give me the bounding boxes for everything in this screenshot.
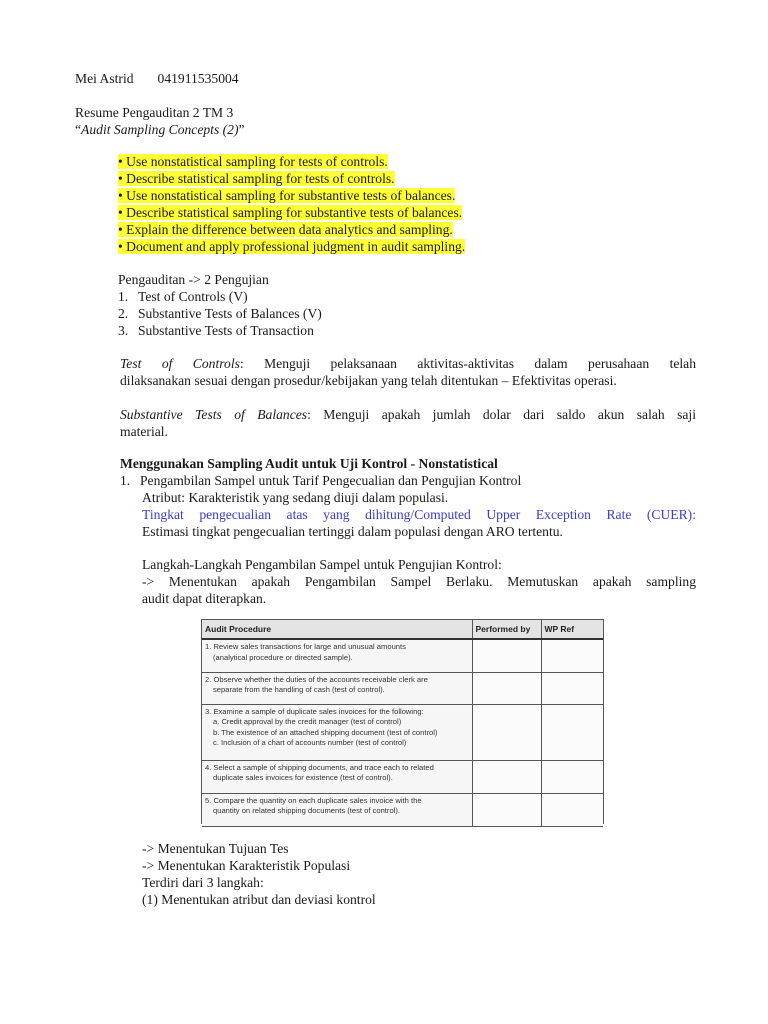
stb-term: Substantive Tests of Balances	[120, 407, 308, 422]
objective-item: • Document and apply professional judgment in audit sampling.	[118, 239, 466, 254]
procedure-cell: 1. Review sales transactions for large and unusual amounts (analytical procedure or directed sample).	[202, 639, 472, 672]
step1-line1: -> Menentukan apakah Pengambilan Sampel Berlaku. Memutuskan apakah sampling	[142, 574, 696, 589]
stb-definition-line2: material.	[120, 424, 168, 439]
table-row	[202, 793, 603, 826]
performed-by-cell	[472, 639, 541, 672]
performed-by-cell	[472, 672, 541, 704]
doc-title: Resume Pengauditan 2 TM 3	[75, 105, 234, 120]
list-item: 3. Substantive Tests of Transaction	[118, 323, 314, 338]
procedure-cell: 5. Compare the quantity on each duplicate sales invoice with the quantity on related shipping documents (test of control).	[202, 793, 472, 826]
stb-definition-line1: Substantive Tests of Balances: Menguji apakah jumlah dolar dari saldo akun salah saji	[120, 407, 696, 422]
cuer-line: Tingkat pengecualian atas yang dihitung/Computed Upper Exception Rate (CUER):	[142, 507, 696, 522]
step-line: (1) Menentukan atribut dan deviasi kontrol	[142, 892, 376, 907]
table-row	[202, 672, 603, 704]
toc-definition-line1: Test of Controls: Menguji pelaksanaan aktivitas-aktivitas dalam perusahaan telah	[120, 356, 696, 371]
table-row	[202, 760, 603, 793]
author-line	[75, 70, 239, 87]
procedure-cell: 3. Examine a sample of duplicate sales invoices for the following: a. Credit approval by the credit manager (test of control) b. The existence of an attached shipping document (test of control) c. Inclusion of a chart of accounts number (test of control)	[202, 704, 472, 760]
list-item: 1. Test of Controls (V)	[118, 289, 248, 304]
wp-ref-cell	[541, 672, 603, 704]
procedure-cell: 4. Select a sample of shipping documents, and trace each to related duplicate sales invoices for existence (test of control).	[202, 760, 472, 793]
performed-by-cell	[472, 793, 541, 826]
section-item: 1. Pengambilan Sampel untuk Tarif Pengecualian dan Pengujian Kontrol	[120, 473, 522, 488]
objective-item: • Describe statistical sampling for tests of controls.	[118, 171, 395, 186]
objective-item: • Explain the difference between data analytics and sampling.	[118, 222, 453, 237]
list-item: 2. Substantive Tests of Balances (V)	[118, 306, 322, 321]
section-heading: Menggunakan Sampling Audit untuk Uji Kontrol - Nonstatistical	[120, 456, 498, 471]
atribut-line: Atribut: Karakteristik yang sedang diuji dalam populasi.	[142, 490, 449, 505]
estimasi-line: Estimasi tingkat pengecualian tertinggi dalam populasi dengan ARO tertentu.	[142, 524, 563, 539]
procedure-cell: 2. Observe whether the duties of the accounts receivable clerk are separate from the handling of cash (test of control).	[202, 672, 472, 704]
performed-by-cell	[472, 760, 541, 793]
objective-item: • Use nonstatistical sampling for substantive tests of balances.	[118, 188, 456, 203]
step-line: Terdiri dari 3 langkah:	[142, 875, 264, 890]
performed-by-cell	[472, 704, 541, 760]
wp-ref-cell	[541, 639, 603, 672]
toc-term: Test of Controls	[120, 356, 240, 371]
step1-line2: audit dapat diterapkan.	[142, 591, 267, 606]
table-header: Performed by	[472, 620, 541, 639]
wp-ref-cell	[541, 704, 603, 760]
table-row	[202, 704, 603, 760]
step-line: -> Menentukan Tujuan Tes	[142, 841, 289, 856]
toc-definition-line2: dilaksanakan sesuai dengan prosedur/kebijakan yang telah ditentukan – Efektivitas operasi.	[120, 373, 617, 388]
doc-subtitle: “Audit Sampling Concepts (2)”	[75, 122, 245, 137]
subtitle-text: Audit Sampling Concepts (2)	[81, 122, 239, 137]
table-row	[202, 639, 603, 672]
objective-item: • Use nonstatistical sampling for tests of controls.	[118, 154, 388, 169]
objective-item: • Describe statistical sampling for substantive tests of balances.	[118, 205, 463, 220]
audit-procedure-table	[201, 619, 604, 824]
wp-ref-cell	[541, 793, 603, 826]
table-header: Audit Procedure	[202, 620, 472, 639]
author-name: Mei Astrid	[75, 71, 134, 86]
pengauditan-heading: Pengauditan -> 2 Pengujian	[118, 272, 269, 287]
table-header: WP Ref	[541, 620, 603, 639]
langkah-heading: Langkah-Langkah Pengambilan Sampel untuk Pengujian Kontrol:	[142, 557, 502, 572]
student-id: 041911535004	[157, 71, 239, 86]
wp-ref-cell	[541, 760, 603, 793]
step-line: -> Menentukan Karakteristik Populasi	[142, 858, 351, 873]
